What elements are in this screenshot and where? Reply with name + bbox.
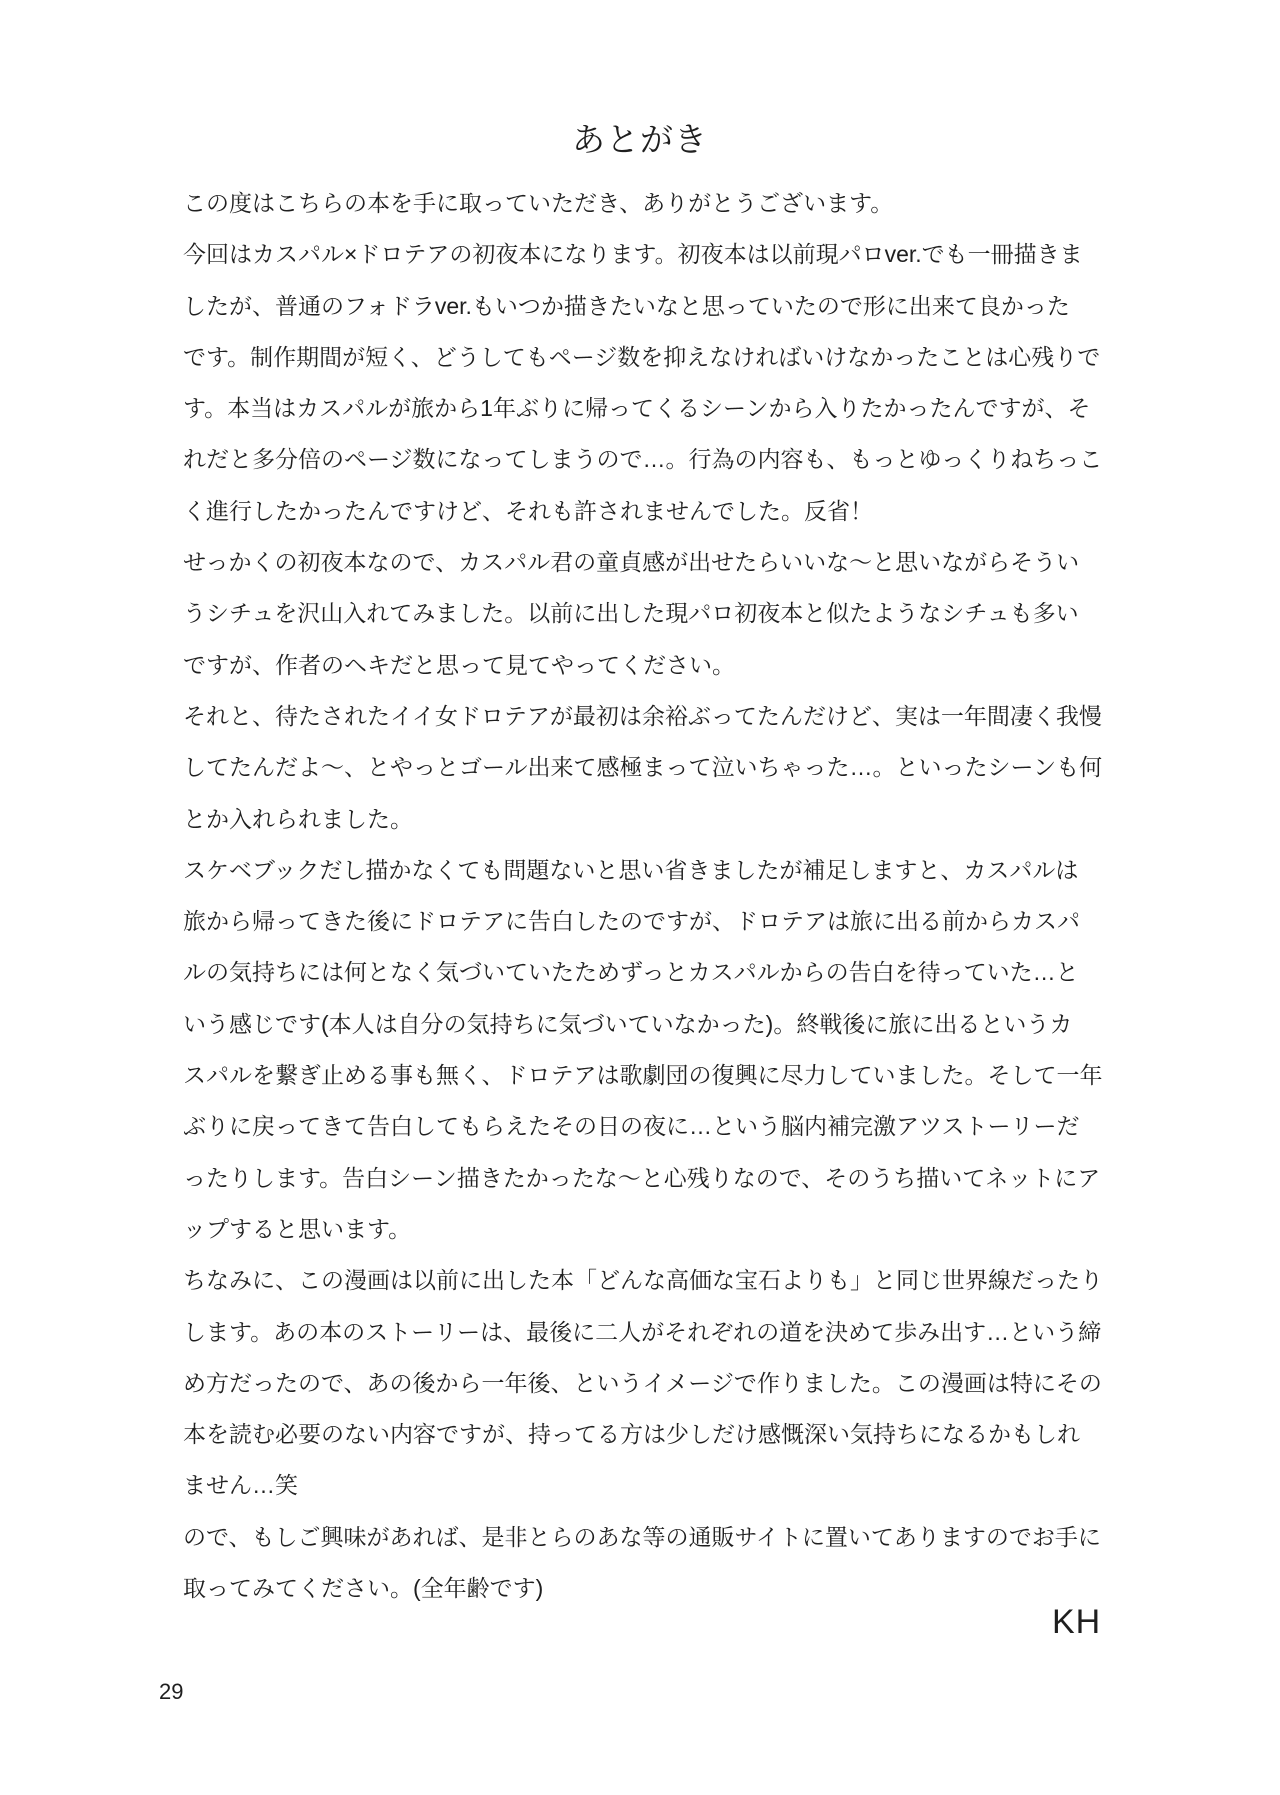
text-line: うシチュを沢山入れてみました。以前に出した現パロ初夜本と似たようなシチュも多い bbox=[183, 600, 1079, 627]
author-signature: KH bbox=[1052, 1603, 1102, 1641]
text-line: ップすると思います。 bbox=[183, 1215, 412, 1242]
text-line: ので、もしご興味があれば、是非とらのあな等の通販サイトに置いてありますのでお手に bbox=[183, 1523, 1101, 1550]
text-line: ちなみに、この漫画は以前に出した本「どんな高価な宝石よりも」と同じ世界線だったり bbox=[183, 1267, 1103, 1294]
page-number: 29 bbox=[159, 1679, 184, 1704]
text-line: 今回はカスパル×ドロテアの初夜本になります。初夜本は以前現パロver.でも一冊描きま bbox=[183, 241, 1083, 268]
text-line: め方だったので、あの後から一年後、というイメージで作りました。この漫画は特にその bbox=[183, 1369, 1102, 1396]
text-line: せっかくの初夜本なので、カスパル君の童貞感が出せたらいいな～と思いながらそうい bbox=[183, 549, 1080, 576]
text-line: します。あの本のストーリーは、最後に二人がそれぞれの道を決めて歩み出す…という締 bbox=[183, 1318, 1102, 1345]
text-line: です。制作期間が短く、どうしてもページ数を抑えなければいけなかったことは心残りで bbox=[183, 343, 1101, 370]
text-line: スパルを繋ぎ止める事も無く、ドロテアは歌劇団の復興に尽力していました。そして一年 bbox=[183, 1062, 1103, 1089]
text-line: ですが、作者のヘキだと思って見てやってください。 bbox=[183, 651, 735, 678]
afterword-body bbox=[183, 178, 1143, 1614]
text-line: 取ってみてください。(全年齢です) bbox=[183, 1575, 544, 1602]
text-line: ません…笑 bbox=[183, 1472, 298, 1499]
text-line: ルの気持ちには何となく気づいていたためずっとカスパルからの告白を待っていた…と bbox=[183, 959, 1079, 986]
text-line: ったりします。告白シーン描きたかったな～と心残りなので、そのうち描いてネットにア bbox=[183, 1164, 1101, 1191]
text-line: とか入れられました。 bbox=[183, 805, 413, 832]
page-title: あとがき bbox=[572, 121, 708, 158]
text-line: 本を読む必要のない内容ですが、持ってる方は少しだけ感慨深い気持ちになるかもしれ bbox=[183, 1421, 1080, 1448]
text-line: この度はこちらの本を手に取っていただき、ありがとうございます。 bbox=[183, 190, 894, 216]
text-line: してたんだよ～、とやっとゴール出来て感極まって泣いちゃった…。といったシーンも何 bbox=[183, 754, 1103, 781]
text-line: 旅から帰ってきた後にドロテアに告白したのですが、ドロテアは旅に出る前からカスパ bbox=[183, 908, 1080, 935]
text-line: す。本当はカスパルが旅から1年ぶりに帰ってくるシーンから入りたかったんですが、そ bbox=[183, 395, 1091, 422]
text-line: スケベブックだし描かなくても問題ないと思い省きましたが補足しますと、カスパルは bbox=[183, 856, 1079, 883]
text-line: したが、普通のフォドラver.もいつか描きたいなと思っていたので形に出来て良かった bbox=[183, 292, 1070, 319]
text-line: れだと多分倍のページ数になってしまうので…。行為の内容も、もっとゆっくりねちっこ bbox=[183, 446, 1103, 473]
text-line: いう感じです(本人は自分の気持ちに気づいていなかった)。終戦後に旅に出るというカ bbox=[183, 1010, 1073, 1037]
text-line: ぶりに戻ってきて告白してもらえたその日の夜に…という脳内補完激アツストーリーだ bbox=[183, 1113, 1080, 1140]
text-line: く進行したかったんですけど、それも許されませんでした。反省！ bbox=[183, 497, 873, 524]
text-line: それと、待たされたイイ女ドロテアが最初は余裕ぶってたんだけど、実は一年間凄く我慢 bbox=[183, 702, 1102, 729]
